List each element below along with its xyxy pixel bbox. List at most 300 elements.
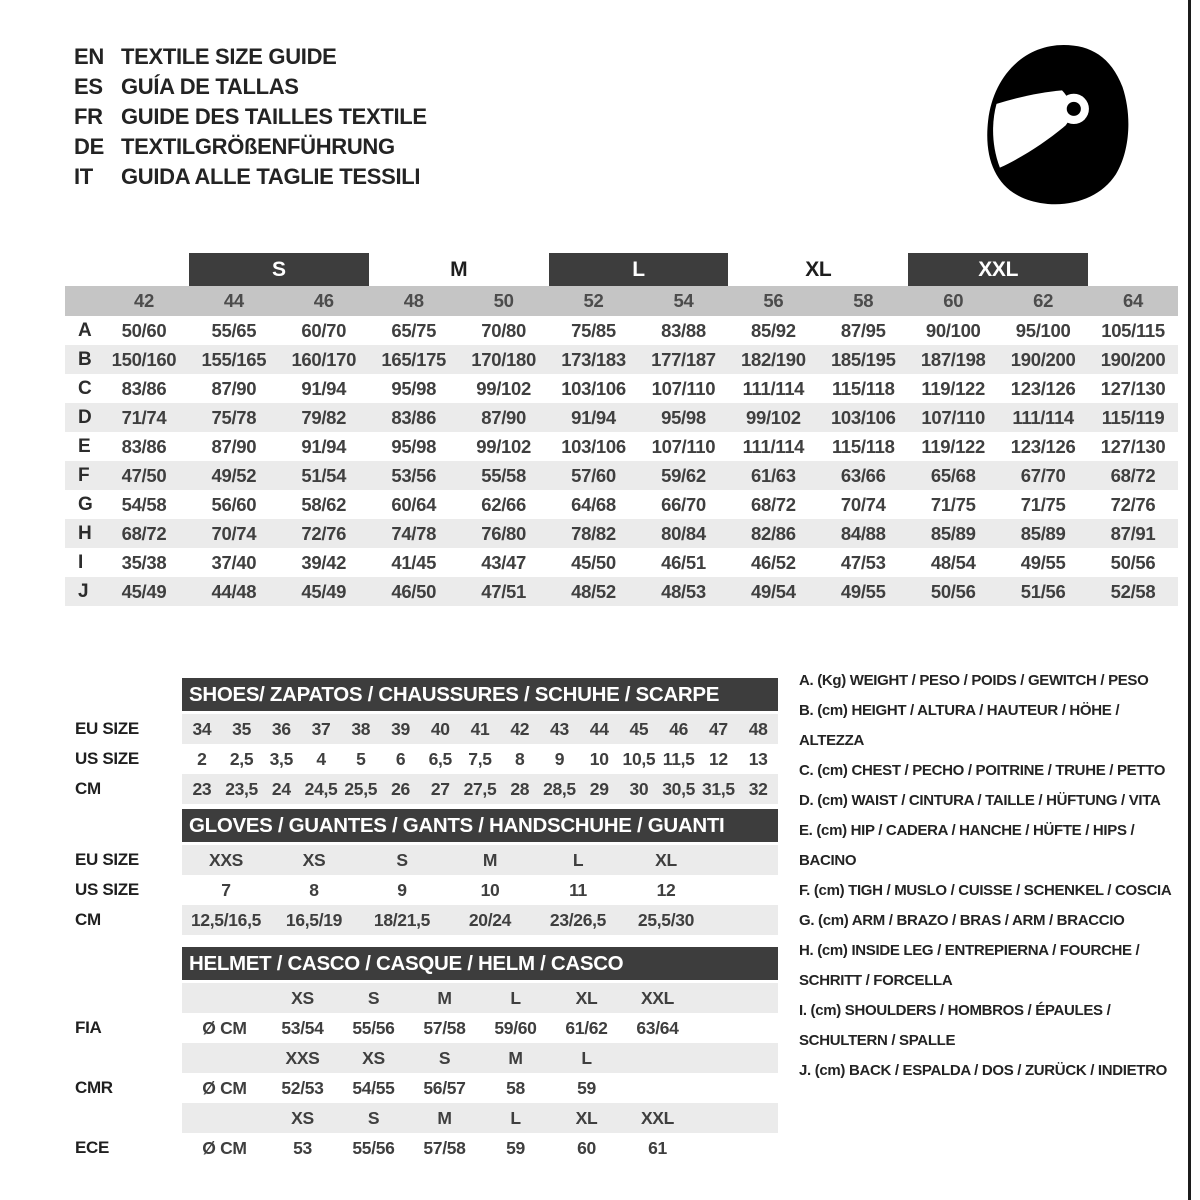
row-key: C (78, 377, 92, 399)
row-label: CM (75, 910, 101, 929)
measurement-legend (799, 666, 1185, 1086)
measurement-value: 46/50 (391, 580, 437, 602)
numeric-size-bar (65, 286, 1178, 316)
standard-label-FIA: FIA (75, 1018, 102, 1037)
measurement-value: 103/106 (561, 435, 626, 457)
helmet-values-row-CMR (65, 1073, 780, 1103)
legend-item: J. (cm) BACK / ESPALDA / DOS / ZURÜCK / INDIETRO (799, 1062, 1167, 1079)
shoes-table (65, 678, 780, 804)
measurement-value: 71/75 (1020, 493, 1066, 515)
size-value: 25,5 (344, 778, 378, 799)
guide-title: GUÍA DE TALLAS (121, 74, 299, 99)
helmet-values-row-FIA (65, 1013, 780, 1043)
language-code: FR (74, 104, 103, 129)
size-value: 38 (351, 718, 371, 739)
measurement-value: 50/56 (930, 580, 976, 602)
helmet-sizes-row-CMR (65, 1043, 780, 1073)
measurement-value: 83/86 (121, 377, 167, 399)
measurement-value: 111/114 (742, 377, 805, 399)
helmet-size-label: XXS (285, 1047, 320, 1068)
measurement-value: 50/60 (121, 319, 167, 341)
table-row (65, 714, 780, 744)
helmet-values (182, 1133, 778, 1163)
numeric-size: 56 (763, 290, 784, 311)
helmet-size-value: 57/58 (423, 1017, 466, 1038)
measurement-value: 53/56 (391, 464, 437, 486)
measurement-value: 95/98 (391, 435, 437, 457)
measurement-value: 47/50 (121, 464, 167, 486)
size-value: 2,5 (229, 748, 254, 769)
visor-pivot-dot (1067, 102, 1081, 116)
size-value: 6,5 (428, 748, 452, 769)
measurement-value: 46/51 (661, 551, 706, 573)
helmet-size-value: 61/62 (565, 1017, 608, 1038)
size-value: 34 (192, 718, 212, 739)
measurement-value: 87/91 (1110, 522, 1156, 544)
size-value: M (482, 849, 498, 870)
size-value: 30,5 (662, 778, 696, 799)
measurement-value: 91/94 (571, 406, 616, 428)
language-code: DE (74, 134, 104, 159)
helmet-table-title: HELMET / CASCO / CASQUE / HELM / CASCO (182, 947, 778, 980)
measurement-value: 173/183 (561, 348, 626, 370)
measurement-value: 56/60 (211, 493, 257, 515)
helmet-size-label: M (437, 1107, 452, 1128)
title-row (74, 102, 427, 132)
size-value: L (572, 849, 584, 870)
size-value: 24 (271, 778, 291, 799)
measurement-value: 41/45 (391, 551, 437, 573)
helmet-size-value: 63/64 (636, 1017, 679, 1038)
row-key: D (78, 406, 92, 428)
helmet-size-value: 61 (648, 1137, 667, 1158)
legend-item: B. (cm) HEIGHT / ALTURA / HAUTEUR / HÖHE / ALTEZZA (799, 702, 1120, 749)
numeric-size: 64 (1123, 290, 1143, 311)
helmet-size-value: 58 (506, 1077, 525, 1098)
measurement-value: 103/106 (561, 377, 626, 399)
table-row-I (65, 548, 1178, 577)
measurement-value: 78/82 (571, 522, 616, 544)
row-values (182, 744, 778, 774)
measurement-value: 60/64 (391, 493, 437, 515)
unit-label: Ø CM (202, 1077, 247, 1098)
numeric-size: 42 (133, 290, 154, 311)
size-value: 42 (510, 718, 530, 739)
numeric-bar-spacer (65, 286, 99, 316)
numeric-size: 46 (313, 290, 334, 311)
measurement-value: 115/118 (831, 377, 895, 399)
size-group-M: M (450, 257, 468, 281)
helmet-size-label: S (367, 1107, 380, 1128)
measurement-value: 83/86 (121, 435, 167, 457)
numeric-size: 48 (403, 290, 424, 311)
title-row (74, 132, 427, 162)
row-values (182, 714, 778, 744)
measurement-value: 85/89 (930, 522, 976, 544)
measurement-value: 87/95 (840, 319, 886, 341)
measurement-value: 103/106 (830, 406, 896, 428)
measurement-value: 80/84 (661, 522, 706, 544)
measurement-value: 44/48 (211, 580, 257, 602)
size-value: 39 (391, 718, 410, 739)
helmet-size-label: M (508, 1047, 523, 1068)
table-row-H (65, 519, 1178, 548)
measurement-value: 68/72 (1110, 464, 1156, 486)
helmet-values-row-ECE (65, 1133, 780, 1163)
measurement-value: 83/88 (661, 319, 706, 341)
row-label: EU SIZE (75, 719, 139, 738)
helmet-size-label: XL (575, 987, 598, 1008)
measurement-value: 74/78 (391, 522, 437, 544)
measurement-value: 59/62 (661, 464, 706, 486)
size-value: 23,5 (225, 778, 258, 799)
row-key: J (78, 580, 89, 602)
helmet-size-value: 56/57 (423, 1077, 466, 1098)
size-value: 23 (192, 778, 212, 799)
measurement-value: 64/68 (571, 493, 616, 515)
measurement-value: 49/55 (840, 580, 886, 602)
title-block (74, 42, 427, 192)
size-value: 37 (311, 718, 331, 739)
helmet-sizes (182, 1043, 778, 1073)
measurement-value: 55/65 (211, 319, 257, 341)
measurement-value: 123/126 (1010, 435, 1076, 457)
measurement-value: 66/70 (661, 493, 706, 515)
size-value: 28,5 (543, 778, 576, 799)
numeric-size: 54 (673, 290, 694, 311)
size-value: 8 (515, 748, 525, 769)
measurement-value: 65/75 (391, 319, 437, 341)
numeric-size: 50 (493, 290, 514, 311)
measurement-value: 65/68 (930, 464, 976, 486)
size-value: 45 (629, 718, 649, 739)
unit-label: Ø CM (202, 1017, 247, 1038)
row-key: F (78, 464, 90, 486)
legend-item: G. (cm) ARM / BRAZO / BRAS / ARM / BRACCIO (799, 912, 1125, 929)
size-value: 44 (589, 718, 609, 739)
measurement-value: 111/114 (742, 435, 805, 457)
racing-helmet-icon (973, 38, 1141, 210)
helmet-size-value: 55/56 (352, 1137, 395, 1158)
numeric-size: 60 (943, 290, 964, 311)
table-row-E (65, 432, 1178, 461)
size-value: 9 (554, 748, 565, 769)
row-key: E (78, 435, 91, 457)
row-key: B (78, 348, 92, 370)
measurement-value: 155/165 (201, 348, 267, 370)
measurement-value: 37/40 (211, 551, 257, 573)
measurement-value: 55/58 (481, 464, 526, 486)
measurement-value: 67/70 (1020, 464, 1066, 486)
measurement-rows (65, 316, 1178, 606)
table-row (65, 774, 780, 804)
measurement-value: 85/89 (1020, 522, 1066, 544)
size-value: 43 (550, 718, 569, 739)
measurement-value: 58/62 (301, 493, 347, 515)
size-value: 41 (470, 718, 490, 739)
helmet-size-label: XL (575, 1107, 598, 1128)
measurement-value: 95/100 (1015, 319, 1071, 341)
numeric-size: 62 (1033, 290, 1054, 311)
size-value: 30 (629, 778, 649, 799)
standard-label-CMR: CMR (75, 1078, 113, 1097)
size-value: 10 (480, 879, 500, 900)
measurement-value: 84/88 (840, 522, 886, 544)
measurement-value: 95/98 (661, 406, 706, 428)
size-value: 7,5 (468, 748, 492, 769)
numeric-size: 44 (223, 290, 244, 311)
title-row (74, 72, 427, 102)
numeric-size: 52 (583, 290, 604, 311)
size-value: XL (655, 849, 677, 870)
measurement-value: 70/74 (840, 493, 886, 515)
measurement-value: 91/94 (301, 435, 347, 457)
table-row-G (65, 490, 1178, 519)
helmet-size-value: 59 (577, 1077, 596, 1098)
measurement-value: 182/190 (741, 348, 806, 370)
measurement-value: 99/102 (476, 377, 531, 399)
size-value: 26 (391, 778, 410, 799)
size-value: S (396, 849, 408, 870)
shoes-table-title: SHOES/ ZAPATOS / CHAUSSURES / SCHUHE / SCARPE (182, 678, 778, 711)
helmet-size-value: 53 (293, 1137, 312, 1158)
guide-title: GUIDA ALLE TAGLIE TESSILI (121, 164, 421, 189)
measurement-value: 119/122 (921, 435, 985, 457)
row-label-spacer (65, 983, 182, 1013)
size-group-L: L (549, 253, 729, 286)
helmet-size-label: XS (362, 1047, 385, 1068)
measurement-value: 87/90 (211, 377, 257, 399)
size-value: 6 (395, 748, 406, 769)
table-row-B (65, 345, 1178, 374)
measurement-value: 95/98 (391, 377, 437, 399)
measurement-value: 115/118 (831, 435, 895, 457)
size-value: 47 (708, 718, 728, 739)
helmet-size-label: S (438, 1047, 451, 1068)
page-edge-line (1188, 0, 1191, 1200)
measurement-value: 50/56 (1110, 551, 1156, 573)
table-row-C (65, 374, 1178, 403)
helmet-size-value: 60 (577, 1137, 596, 1158)
size-value: 36 (271, 718, 291, 739)
size-value: 16,5/19 (285, 909, 343, 930)
helmet-size-value: 53/54 (281, 1017, 324, 1038)
size-value: XS (302, 849, 326, 870)
measurement-value: 62/66 (481, 493, 526, 515)
measurement-value: 150/160 (111, 348, 177, 370)
size-value: 13 (748, 748, 768, 769)
helmet-size-label: L (510, 987, 521, 1008)
title-row (74, 162, 427, 192)
measurement-value: 160/170 (291, 348, 357, 370)
legend-item: A. (Kg) WEIGHT / PESO / POIDS / GEWITCH / PESO (799, 672, 1149, 689)
helmet-size-value: 59/60 (494, 1017, 537, 1038)
helmet-values (182, 1073, 778, 1103)
helmet-size-value: 59 (506, 1137, 525, 1158)
measurement-value: 60/70 (301, 319, 347, 341)
measurement-value: 127/130 (1100, 435, 1166, 457)
helmet-size-label: L (581, 1047, 592, 1068)
measurement-value: 90/100 (925, 319, 981, 341)
measurement-value: 43/47 (481, 551, 526, 573)
measurement-value: 71/75 (930, 493, 976, 515)
table-row (65, 744, 780, 774)
legend-item: I. (cm) SHOULDERS / HOMBROS / ÉPAULES / SCHULTERN / SPALLE (799, 1002, 1111, 1049)
measurement-value: 46/52 (751, 551, 796, 573)
table-row (65, 875, 780, 905)
unit-label: Ø CM (202, 1137, 247, 1158)
measurement-value: 190/200 (1010, 348, 1076, 370)
shoes-rows (65, 714, 780, 804)
measurement-value: 61/63 (751, 464, 796, 486)
measurement-value: 107/110 (651, 377, 716, 399)
helmet-values (182, 1013, 778, 1043)
row-key: A (78, 319, 92, 341)
size-group-XXL: XXL (908, 253, 1088, 286)
measurement-value: 165/175 (381, 348, 447, 370)
measurement-value: 99/102 (476, 435, 531, 457)
measurement-value: 51/54 (301, 464, 347, 486)
measurement-value: 115/119 (1101, 406, 1165, 428)
guide-title: GUIDE DES TAILLES TEXTILE (121, 104, 427, 129)
textile-size-table (65, 253, 1178, 606)
measurement-value: 170/180 (471, 348, 536, 370)
row-label: CM (75, 779, 101, 798)
size-value: 5 (356, 748, 366, 769)
size-value: 4 (316, 748, 326, 769)
size-value: 18/21,5 (373, 909, 431, 930)
helmet-size-value: 57/58 (423, 1137, 466, 1158)
unit-spacer (182, 1043, 267, 1073)
guide-title: TEXTILE SIZE GUIDE (121, 44, 337, 69)
language-code: ES (74, 74, 103, 99)
measurement-value: 63/66 (840, 464, 886, 486)
size-group-XL: XL (805, 257, 832, 281)
table-row (65, 845, 780, 875)
size-value: 12,5/16,5 (190, 909, 262, 930)
helmet-rows (65, 983, 780, 1163)
size-value: 10 (589, 748, 609, 769)
measurement-value: 87/90 (211, 435, 257, 457)
measurement-value: 49/55 (1020, 551, 1066, 573)
helmet-sizes-row-FIA (65, 983, 780, 1013)
size-value: 24,5 (304, 778, 338, 799)
size-value: 12 (656, 879, 676, 900)
table-row-A (65, 316, 1178, 345)
measurement-value: 187/198 (920, 348, 986, 370)
gloves-table-title: GLOVES / GUANTES / GANTS / HANDSCHUHE / GUANTI (182, 809, 778, 842)
measurement-value: 49/54 (751, 580, 796, 602)
unit-spacer (182, 983, 267, 1013)
measurement-value: 70/80 (481, 319, 526, 341)
helmet-table (65, 947, 780, 1163)
size-group-header-row (65, 253, 1178, 286)
size-value: 29 (589, 778, 609, 799)
measurement-value: 72/76 (1110, 493, 1156, 515)
size-value: 11,5 (662, 748, 695, 769)
helmet-size-label: XXL (640, 987, 675, 1008)
standard-label-ECE: ECE (75, 1138, 109, 1157)
row-label: US SIZE (75, 880, 139, 899)
row-key: I (78, 551, 83, 573)
measurement-value: 177/187 (651, 348, 716, 370)
measurement-value: 85/92 (751, 319, 796, 341)
measurement-value: 45/49 (121, 580, 167, 602)
size-value: 46 (669, 718, 689, 739)
row-key: G (78, 493, 93, 515)
helmet-sizes-row-ECE (65, 1103, 780, 1133)
size-value: 48 (748, 718, 768, 739)
language-code: EN (74, 44, 104, 69)
size-value: 40 (430, 718, 450, 739)
measurement-value: 82/86 (751, 522, 796, 544)
numeric-size: 58 (853, 290, 874, 311)
row-values (182, 875, 778, 905)
measurement-value: 99/102 (746, 406, 801, 428)
legend-item: H. (cm) INSIDE LEG / ENTREPIERNA / FOURCHE / SCHRITT / FORCELLA (799, 942, 1140, 989)
measurement-value: 39/42 (301, 551, 347, 573)
helmet-sizes (182, 983, 778, 1013)
unit-spacer (182, 1103, 267, 1133)
measurement-value: 45/50 (571, 551, 616, 573)
measurement-value: 107/110 (921, 406, 985, 428)
measurement-value: 48/54 (930, 551, 976, 573)
measurement-value: 190/200 (1100, 348, 1166, 370)
size-value: 3,5 (269, 748, 293, 769)
row-label-spacer (65, 1103, 182, 1133)
measurement-value: 57/60 (571, 464, 616, 486)
size-value: XXS (208, 849, 244, 870)
size-value: 11 (569, 879, 587, 900)
guide-title: TEXTILGRÖßENFÜHRUNG (121, 134, 395, 159)
table-row (65, 905, 780, 935)
helmet-size-label: XXL (640, 1107, 675, 1128)
helmet-size-label: M (437, 987, 452, 1008)
measurement-value: 72/76 (301, 522, 347, 544)
measurement-value: 48/53 (661, 580, 706, 602)
measurement-value: 51/56 (1020, 580, 1066, 602)
row-key: H (78, 522, 92, 544)
measurement-value: 68/72 (751, 493, 796, 515)
row-label-spacer (65, 1043, 182, 1073)
helmet-size-value (622, 1073, 693, 1103)
legend-item: E. (cm) HIP / CADERA / HANCHE / HÜFTE / HIPS / BACINO (799, 822, 1135, 869)
size-value: 20/24 (468, 909, 512, 930)
table-row-J (65, 577, 1178, 606)
measurement-value: 127/130 (1100, 377, 1166, 399)
size-value: 2 (197, 748, 207, 769)
legend-item: D. (cm) WAIST / CINTURA / TAILLE / HÜFTUNG / VITA (799, 792, 1161, 809)
measurement-value: 75/85 (571, 319, 616, 341)
measurement-value: 45/49 (301, 580, 347, 602)
measurement-value: 119/122 (921, 377, 985, 399)
size-value: 25,5/30 (637, 909, 695, 930)
size-value: 27,5 (463, 778, 497, 799)
size-value: 35 (232, 718, 251, 739)
size-value: 32 (748, 778, 768, 799)
row-values (182, 774, 778, 804)
measurement-value: 185/195 (830, 348, 896, 370)
gloves-table (65, 809, 780, 935)
title-row (74, 42, 427, 72)
helmet-size-label: XS (291, 987, 314, 1008)
size-value: 31,5 (702, 778, 735, 799)
helmet-sizes (182, 1103, 778, 1133)
helmet-size-label: L (510, 1107, 521, 1128)
row-label: EU SIZE (75, 850, 139, 869)
measurement-value: 107/110 (651, 435, 716, 457)
size-value: 7 (221, 879, 231, 900)
